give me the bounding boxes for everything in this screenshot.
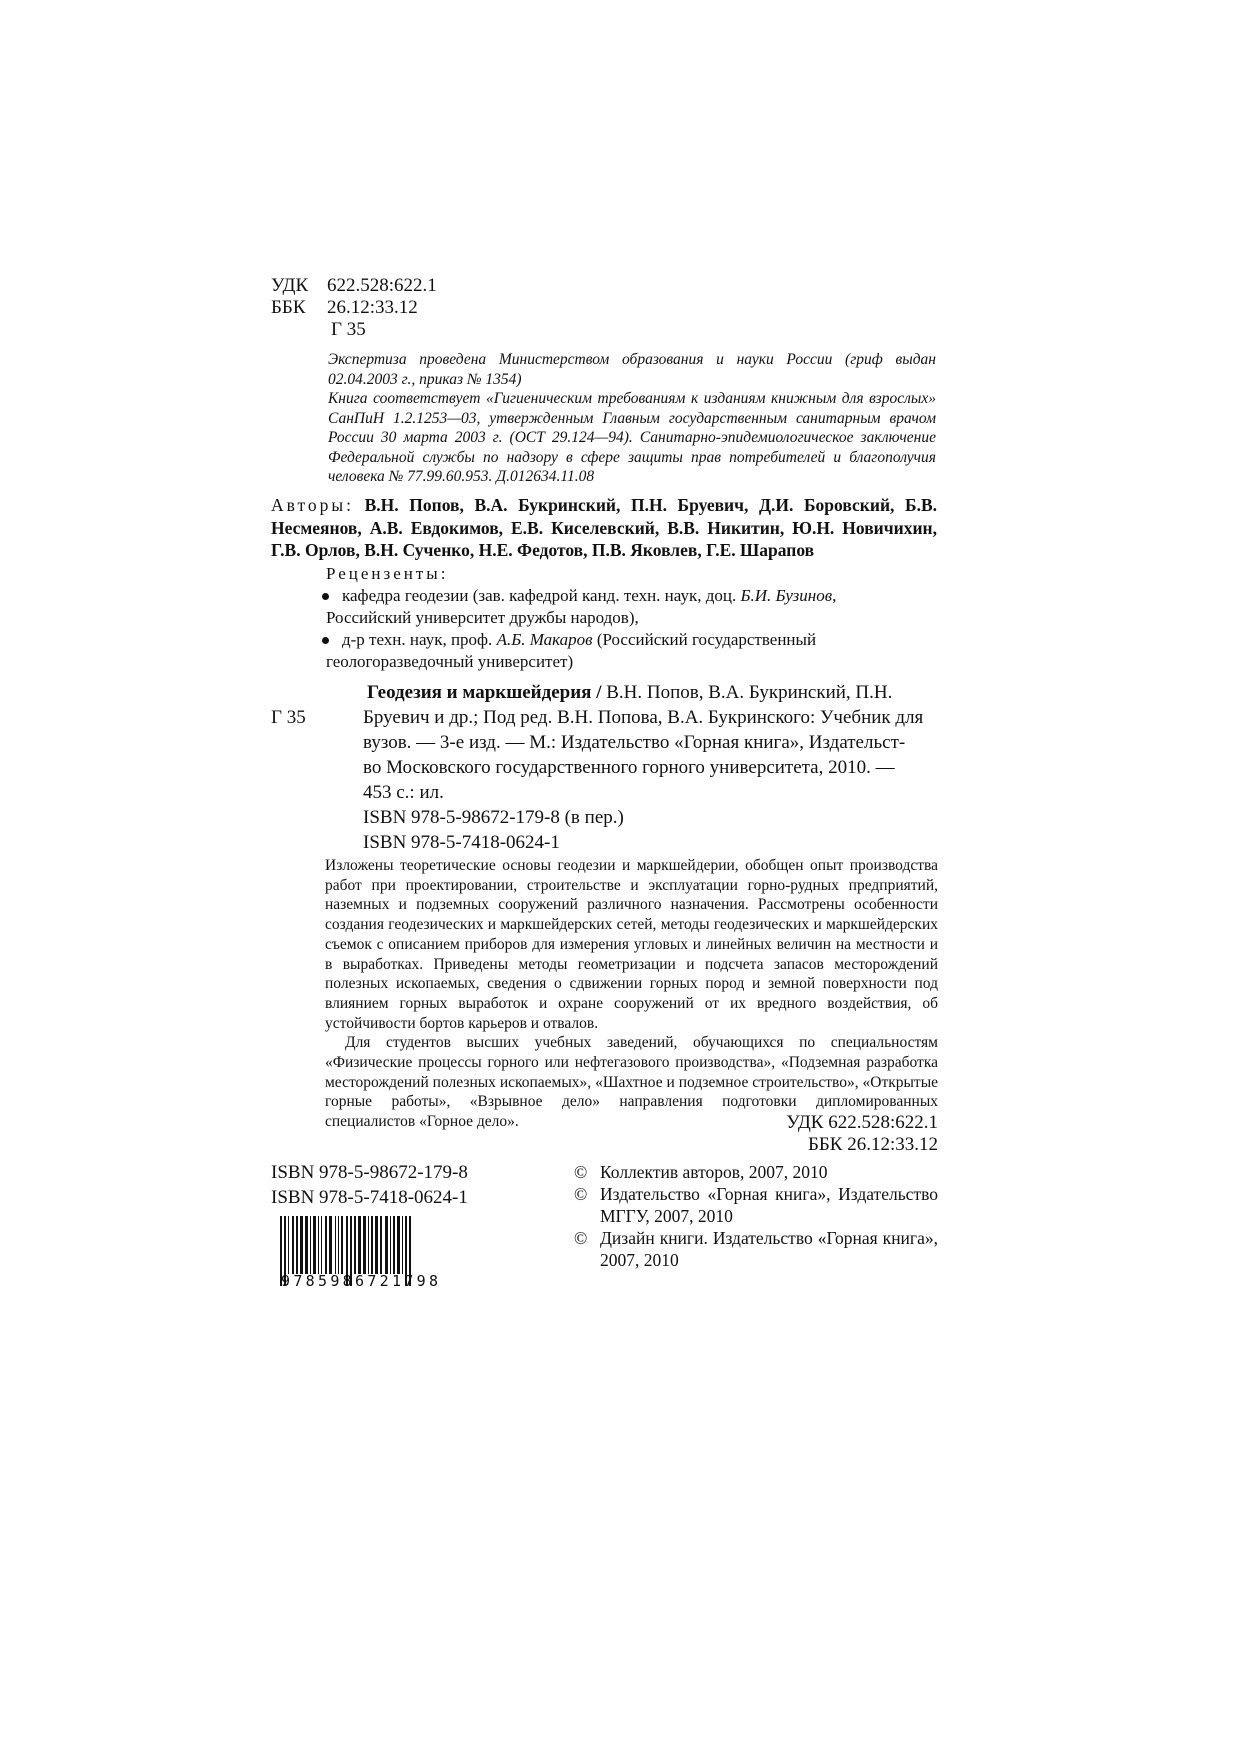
reviewer-text: кафедра геодезии (зав. кафедрой канд. техн. наук, доц. bbox=[342, 586, 741, 605]
biblio-line: вузов. — 3-е изд. — М.: Издательство «Горная книга», Издательст- bbox=[363, 732, 906, 753]
bbk-line bbox=[271, 297, 437, 319]
biblio-line: 453 с.: ил. bbox=[363, 782, 444, 803]
barcode-bar bbox=[318, 1216, 319, 1274]
barcode-bar bbox=[390, 1216, 391, 1274]
isbn-list bbox=[271, 1160, 468, 1210]
authors-block bbox=[271, 494, 937, 562]
bibliographic-record bbox=[271, 680, 938, 855]
abstract-paragraph: Изложены теоретические основы геодезии и маркшейдерии, обобщен опыт производства работ при проектировании, строительстве и эксплуатации горно-рудных предприятий, наземных и подземных сооружений различного назначения. Рассмотрены особенности создания геодезических и маркшейдерских сетей, методы геодезических и маркшейдерских съемок с описанием приборов для измерения угловых и линейных величин на местности и в выработках. Приведены методы геометризации и подсчета запасов месторождений полезных ископаемых, сведения о сдвижении горных пород и земной поверхности под влиянием горных выработок и охране сооружений от их вредного воздействия, об устойчивости бортов карьеров и отвалов. bbox=[325, 857, 938, 1032]
biblio-line: Бруевич и др.; Под ред. В.Н. Попова, В.А. Букринского: Учебник для bbox=[363, 707, 924, 728]
barcode-bar bbox=[305, 1216, 308, 1274]
barcode-bar bbox=[329, 1216, 332, 1274]
barcode-bar bbox=[380, 1216, 382, 1274]
expertise-notes bbox=[328, 350, 936, 487]
biblio-title-line bbox=[271, 680, 938, 705]
barcode-bar bbox=[321, 1216, 322, 1274]
barcode-bar bbox=[354, 1216, 356, 1274]
udk-value: 622.528:622.1 bbox=[327, 275, 437, 296]
copyright-item bbox=[574, 1227, 938, 1271]
bullet-icon bbox=[322, 637, 329, 644]
copyright-icon: © bbox=[574, 1162, 588, 1182]
barcode-bar bbox=[371, 1216, 373, 1274]
bottom-udk: УДК 622.528:622.1 bbox=[786, 1112, 938, 1133]
udk-label: УДК bbox=[271, 275, 309, 296]
bullet-icon bbox=[322, 593, 329, 600]
biblio-line-row bbox=[271, 755, 938, 780]
udk-line bbox=[271, 275, 437, 297]
barcode-bar bbox=[341, 1216, 343, 1274]
copyright-text: Издательство «Горная книга», Издательство МГГУ, 2007, 2010 bbox=[600, 1184, 938, 1226]
biblio-line-row bbox=[271, 730, 938, 755]
biblio-line: В.Н. Попов, В.А. Букринский, П.Н. bbox=[606, 682, 893, 703]
copyright-item bbox=[574, 1161, 938, 1183]
reviewer-continuation: Российский университет дружбы народов), bbox=[326, 608, 639, 627]
author-mark: Г 35 bbox=[331, 319, 366, 340]
barcode-bar bbox=[325, 1216, 327, 1274]
reviewer-name: А.Б. Макаров bbox=[496, 630, 593, 649]
bbk-value: 26.12:33.12 bbox=[327, 297, 418, 318]
isbn-line: ISBN 978-5-7418-0624-1 bbox=[363, 832, 560, 853]
reviewers-block bbox=[326, 563, 938, 673]
barcode-bar bbox=[288, 1216, 289, 1274]
biblio-line: во Московского государственного горного университета, 2010. — bbox=[363, 757, 895, 778]
abstract bbox=[325, 856, 938, 1132]
biblio-line-row bbox=[271, 780, 938, 805]
barcode-bar bbox=[393, 1216, 395, 1274]
barcode-bar bbox=[335, 1216, 336, 1274]
isbn-item: ISBN 978-5-7418-0624-1 bbox=[271, 1187, 468, 1208]
reviewer-text-tail: , bbox=[832, 586, 837, 605]
barcode-bar bbox=[368, 1216, 369, 1274]
barcode-bar bbox=[313, 1216, 316, 1274]
barcode-bar bbox=[363, 1216, 366, 1274]
barcode-bar bbox=[292, 1216, 294, 1274]
barcode-bar bbox=[358, 1216, 361, 1274]
reviewer-item bbox=[326, 585, 938, 629]
barcode-bar bbox=[402, 1216, 403, 1274]
isbn-item: ISBN 978-5-98672-179-8 bbox=[271, 1162, 468, 1183]
barcode-bar bbox=[300, 1216, 303, 1274]
expertise-note: Экспертиза проведена Министерством образования и науки России (гриф выдан 02.04.2003 г., приказ № 1354) bbox=[328, 351, 936, 388]
copyright-text: Коллектив авторов, 2007, 2010 bbox=[600, 1162, 828, 1182]
reviewer-text-tail: (Российский государственный bbox=[592, 630, 817, 649]
isbn-line: ISBN 978-5-98672-179-8 (в пер.) bbox=[363, 807, 624, 828]
bottom-codes bbox=[700, 1112, 938, 1156]
reviewers-label: Рецензенты: bbox=[326, 564, 449, 583]
copyright-item bbox=[574, 1183, 938, 1227]
classification-codes bbox=[271, 275, 437, 341]
reviewer-name: Б.И. Бузинов bbox=[740, 586, 833, 605]
barcode-number: 9785986721798 bbox=[281, 1272, 442, 1290]
copyright-block bbox=[574, 1161, 938, 1271]
barcode-bar bbox=[338, 1216, 339, 1274]
barcode-bar bbox=[397, 1216, 400, 1274]
authors-names: В.Н. Попов, В.А. Букринский, П.Н. Бруевич, Д.И. Боровский, Б.В. Несмеянов, А.В. Евдокимов, Е.В. Киселевский, В.В. Никитин, Ю.Н. Новичихин, Г.В. Орлов, В.Н. Сученко, Н.Е. Федотов, П.В. Яковлев, Г.Е. Шарапов bbox=[271, 495, 938, 560]
reviewer-item bbox=[326, 629, 938, 673]
bbk-label: ББК bbox=[271, 297, 306, 318]
audience-paragraph: Для студентов высших учебных заведений, обучающихся по специальностям «Физические процессы горного или нефтегазового производства», «Подземная разработка месторождений полезных ископаемых», «Шахтное и подземное строительство», «Открытые горные работы», «Взрывное дело» направления подготовки дипломированных специалистов «Горное дело». bbox=[325, 1034, 938, 1131]
copyright-text: Дизайн книги. Издательство «Горная книга», 2007, 2010 bbox=[600, 1228, 938, 1270]
authors-label: Авторы: bbox=[271, 495, 355, 515]
barcode-bar bbox=[385, 1216, 388, 1274]
copyright-icon: © bbox=[574, 1228, 588, 1248]
barcode-bar bbox=[296, 1216, 298, 1274]
book-title: Геодезия и маркшейдерия / bbox=[367, 682, 602, 703]
barcode-bar bbox=[375, 1216, 378, 1274]
hygiene-note: Книга соответствует «Гигиеническим требованиям к изданиям книжным для взрослых» СанПиН 1.2.1253—03, утвержденным Главным государственным санитарным врачом России 30 марта 2003 г. (ОСТ 29.124—94). Санитарно-эпидемиологическое заключение Федеральной службы по надзору в сфере защиты прав потребителей и благополучия человека № 77.99.60.953. Д.012634.11.08 bbox=[328, 390, 936, 485]
biblio-line-row bbox=[271, 705, 938, 730]
reviewer-text: д-р техн. наук, проф. bbox=[342, 630, 497, 649]
copyright-icon: © bbox=[574, 1184, 588, 1204]
bottom-bbk: ББК 26.12:33.12 bbox=[807, 1134, 938, 1155]
barcode-bar bbox=[310, 1216, 311, 1274]
biblio-author-mark: Г 35 bbox=[271, 707, 306, 728]
reviewer-continuation: геологоразведочный университет) bbox=[326, 652, 574, 671]
